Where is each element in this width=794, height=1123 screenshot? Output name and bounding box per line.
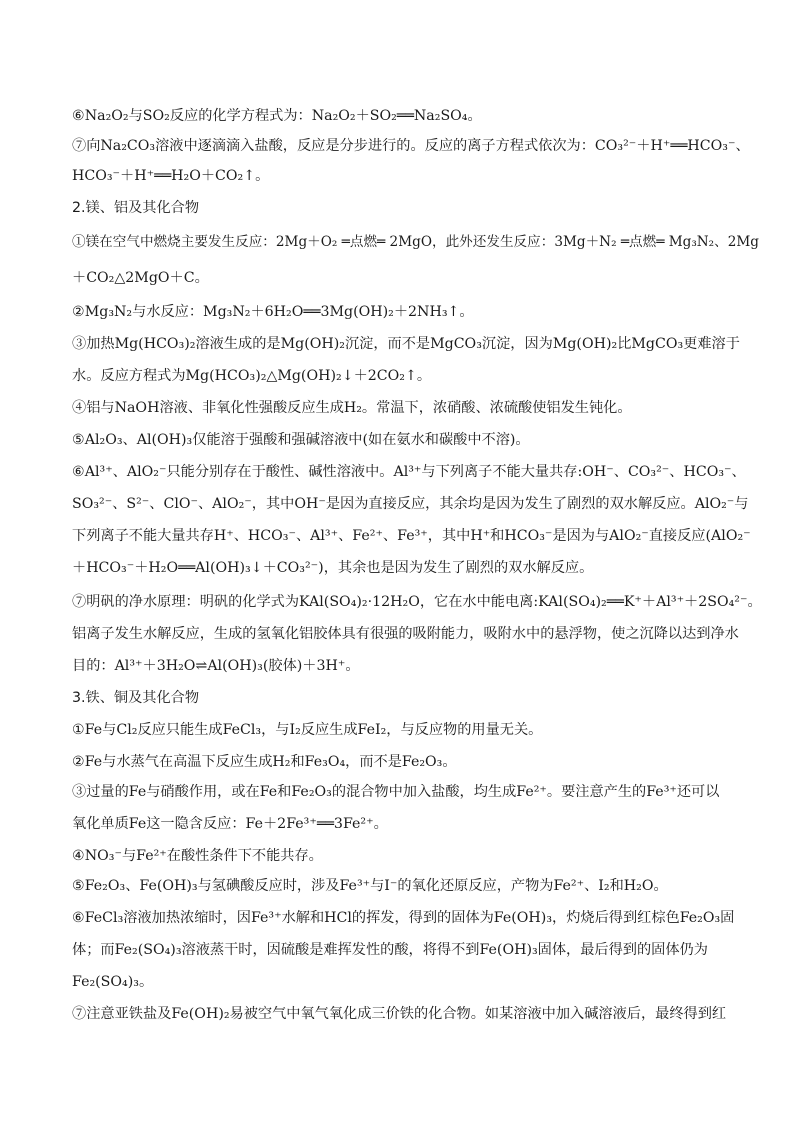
fecl3-item-cont-1: 体；而Fe₂(SO₄)₃溶液蒸干时，因硫酸是难挥发性的酸，将得不到Fe(OH)₃固体，最后得到的固体仍为: [72, 942, 708, 958]
fe-cl2-item: ①Fe与Cl₂反应只能生成FeCl₃，与I₂反应生成FeI₂，与反应物的用量无关。: [72, 722, 543, 738]
alum-item-cont-2: 目的：Al³⁺＋3H₂O⇌Al(OH)₃(胶体)＋3H⁺。: [72, 658, 360, 674]
na2co3-hcl-item-cont: HCO₃⁻＋H⁺══H₂O＋CO₂↑。: [72, 168, 270, 184]
fecl3-item: ⑥FeCl₃溶液加热浓缩时，因Fe³⁺水解和HCl的挥发，得到的固体为Fe(OH)₃，灼烧后得到红棕色Fe₂O₃固: [72, 910, 735, 926]
alum-item-cont-1: 铝离子发生水解反应，生成的氢氧化铝胶体具有很强的吸附能力，吸附水中的悬浮物，使之沉降以达到净水: [72, 626, 739, 642]
fecl3-item-cont-2: Fe₂(SO₄)₃。: [72, 974, 154, 990]
mg-combustion-item-cont: ＋CO₂△2MgO＋C。: [72, 270, 209, 286]
no3-fe2-item: ④NO₃⁻与Fe²⁺在酸性条件下不能共存。: [72, 848, 323, 864]
al-naoh-item: ④铝与NaOH溶液、非氧化性强酸反应生成H₂。常温下，浓硝酸、浓硫酸使铝发生钝化。: [72, 400, 632, 416]
al-ion-item: ⑥Al³⁺、AlO₂⁻只能分别存在于酸性、碱性溶液中。Al³⁺与下列离子不能大量共存:OH⁻、CO₃²⁻、HCO₃⁻、: [72, 464, 746, 480]
mg3n2-water-item: ②Mg₃N₂与水反应：Mg₃N₂＋6H₂O══3Mg(OH)₂＋2NH₃↑。: [72, 304, 474, 320]
fe-steam-item: ②Fe与水蒸气在高温下反应生成H₂和Fe₃O₄，而不是Fe₂O₃。: [72, 754, 457, 770]
al-ion-item-cont-3: ＋HCO₃⁻＋H₂O══Al(OH)₃↓＋CO₃²⁻)，其余也是因为发生了剧烈的双水解反应。: [72, 560, 594, 576]
section-heading-mg-al: 2.镁、铝及其化合物: [72, 200, 200, 216]
fe-hno3-item: ③过量的Fe与硝酸作用，或在Fe和Fe₂O₃的混合物中加入盐酸，均生成Fe²⁺。要注意产生的Fe³⁺还可以: [72, 784, 720, 800]
fe2o3-hi-item: ⑤Fe₂O₃、Fe(OH)₃与氢碘酸反应时，涉及Fe³⁺与I⁻的氧化还原反应，产物为Fe²⁺、I₂和H₂O。: [72, 878, 668, 894]
al-ion-item-cont-2: 下列离子不能大量共存H⁺、HCO₃⁻、Al³⁺、Fe²⁺、Fe³⁺，其中H⁺和HCO₃⁻是因为与AlO₂⁻直接反应(AlO₂⁻: [72, 528, 751, 544]
mg-hco3-item-cont: 水。反应方程式为Mg(HCO₃)₂△Mg(OH)₂↓＋2CO₂↑。: [72, 368, 432, 384]
al-ion-item-cont-1: SO₃²⁻、S²⁻、ClO⁻、AlO₂⁻，其中OH⁻是因为直接反应，其余均是因为发生了剧烈的双水解反应。AlO₂⁻与: [72, 496, 749, 512]
fe-hno3-item-cont: 氧化单质Fe这一隐含反应：Fe＋2Fe³⁺══3Fe²⁺。: [72, 816, 388, 832]
mg-combustion-item: ①镁在空气中燃烧主要发生反应：2Mg＋O₂ ═点燃═ 2MgO，此外还发生反应：3Mg＋N₂ ═点燃═ Mg₃N₂、2Mg: [72, 234, 759, 250]
section-heading-fe-cu: 3.铁、铜及其化合物: [72, 690, 200, 706]
fe2-oxidation-item: ⑦注意亚铁盐及Fe(OH)₂易被空气中氧气氧化成三价铁的化合物。如某溶液中加入碱溶液后，最终得到红: [72, 1006, 727, 1022]
na2co3-hcl-item: ⑦向Na₂CO₃溶液中逐滴滴入盐酸，反应是分步进行的。反应的离子方程式依次为：CO₃²⁻＋H⁺══HCO₃⁻、: [72, 138, 750, 154]
na2o2-so2-item: ⑥Na₂O₂与SO₂反应的化学方程式为：Na₂O₂＋SO₂══Na₂SO₄。: [72, 108, 482, 124]
al2o3-item: ⑤Al₂O₃、Al(OH)₃仅能溶于强酸和强碱溶液中(如在氨水和碳酸中不溶)。: [72, 432, 530, 448]
alum-item: ⑦明矾的净水原理：明矾的化学式为KAl(SO₄)₂·12H₂O，它在水中能电离:KAl(SO₄)₂══K⁺＋Al³⁺＋2SO₄²⁻。: [72, 594, 762, 610]
mg-hco3-item: ③加热Mg(HCO₃)₂溶液生成的是Mg(OH)₂沉淀，而不是MgCO₃沉淀，因为Mg(OH)₂比MgCO₃更难溶于: [72, 336, 740, 352]
